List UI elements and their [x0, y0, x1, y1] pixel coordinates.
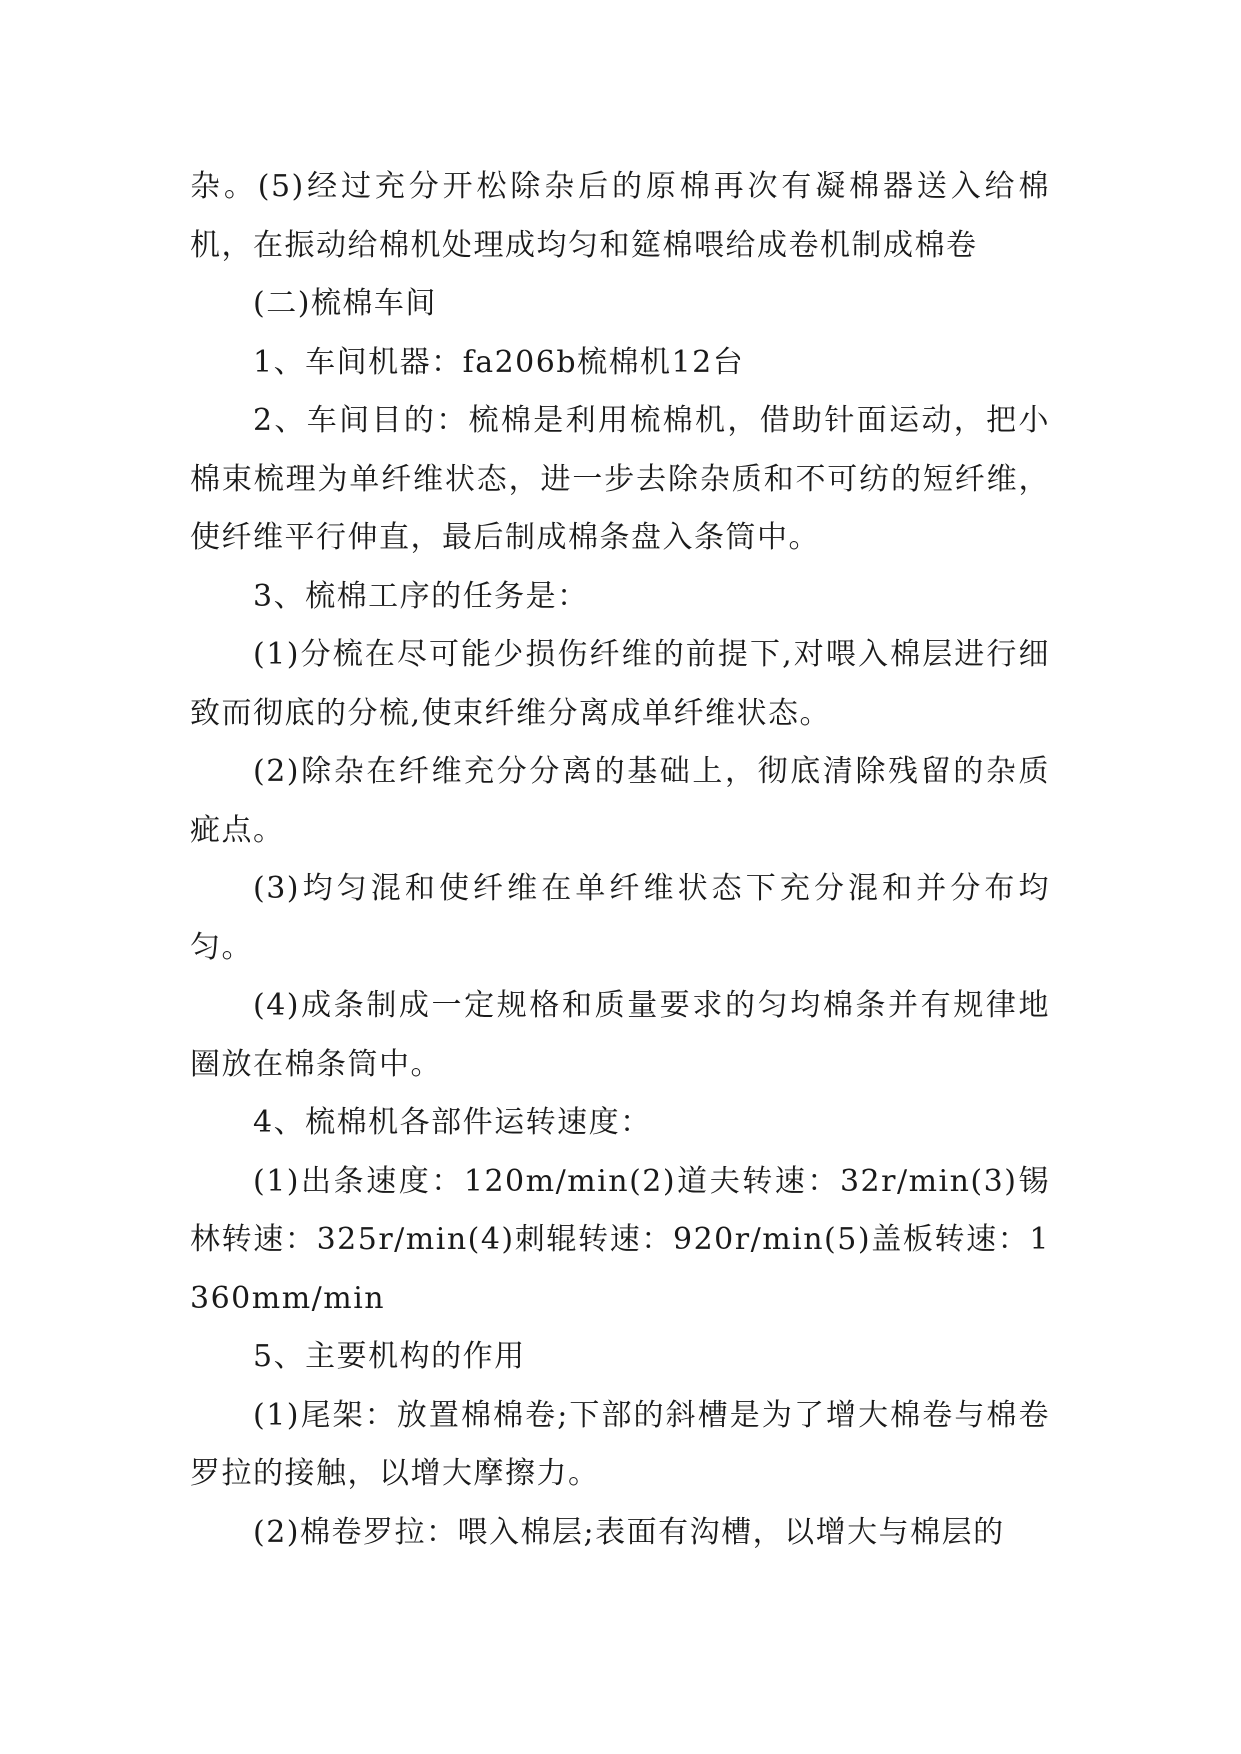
paragraph-mechanism-2: (2)棉卷罗拉：喂入棉层;表面有沟槽，以增大与棉层的 [253, 1514, 1005, 1550]
paragraph-continuation: 杂。(5)经过充分开松除杂后的原棉再次有凝棉器送入给棉机，在振动给棉机处理成均匀和筵棉喂给成卷机制成棉卷 [190, 169, 1050, 263]
paragraph-workshop-purpose: 2、车间目的：梳棉是利用梳棉机，借助针面运动，把小棉束梳理为单纤维状态，进一步去除杂质和不可纺的短纤维，使纤维平行伸直，最后制成棉条盘入条筒中。 [190, 403, 1050, 555]
document-body [190, 158, 1050, 1562]
section-heading-carding-workshop: (二)梳棉车间 [253, 286, 437, 321]
paragraph-task-3: (3)均匀混和使纤维在单纤维状态下充分混和并分布均匀。 [190, 871, 1050, 965]
paragraph-task-2: (2)除杂在纤维充分分离的基础上，彻底清除残留的杂质疵点。 [190, 754, 1050, 848]
paragraph-task-1: (1)分梳在尽可能少损伤纤维的前提下,对喂入棉层进行细致而彻底的分梳,使束纤维分离成单纤维状态。 [190, 637, 1050, 731]
paragraph-speeds-heading: 4、梳棉机各部件运转速度： [253, 1105, 652, 1140]
paragraph-speeds: (1)出条速度：120m/min(2)道夫转速：32r/min(3)锡林转速：325r/min(4)刺辊转速：920r/min(5)盖板转速：1360mm/min [190, 1163, 1050, 1316]
paragraph-carding-tasks-heading: 3、梳棉工序的任务是： [253, 578, 589, 614]
paragraph-mechanism-1: (1)尾架：放置棉棉卷;下部的斜槽是为了增大棉卷与棉卷罗拉的接触，以增大摩擦力。 [190, 1397, 1050, 1491]
paragraph-workshop-machines: 1、车间机器：fa206b梳棉机12台 [253, 344, 745, 380]
paragraph-mechanisms-heading: 5、主要机构的作用 [253, 1339, 526, 1374]
paragraph-task-4: (4)成条制成一定规格和质量要求的匀均棉条并有规律地圈放在棉条筒中。 [190, 988, 1050, 1082]
